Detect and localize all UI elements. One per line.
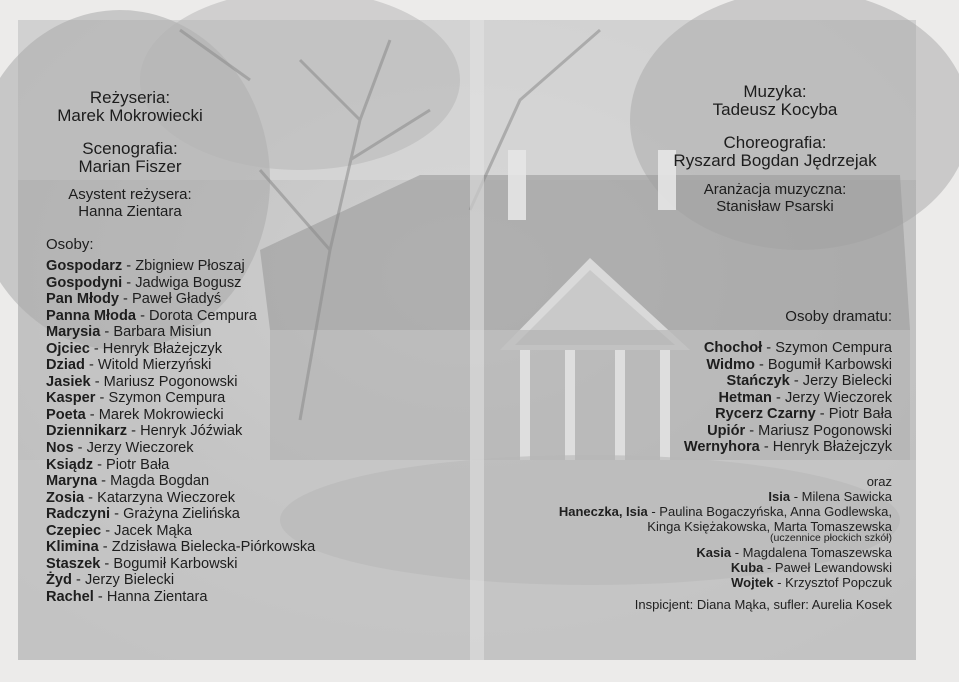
cast-row — [684, 423, 892, 440]
role-name: Pan Młody — [46, 291, 119, 308]
cast-row — [46, 291, 315, 308]
separator: - — [90, 373, 104, 390]
actor-name: Szymon Cempura — [108, 390, 226, 407]
role-name: Rycerz Czarny — [715, 406, 816, 423]
separator: - — [95, 390, 109, 407]
role-name: Dziad — [46, 357, 85, 374]
role-name: Maryna — [46, 473, 98, 490]
actor-name: Bogumił Karbowski — [767, 356, 892, 373]
role-name: Gospodarz — [46, 258, 123, 274]
cast-list — [46, 258, 315, 605]
separator: - — [771, 389, 785, 406]
actor-name: Magdalena Tomaszewska — [742, 545, 892, 560]
cast-row — [46, 589, 315, 606]
separator: - — [136, 307, 149, 324]
actor-name: Jerzy Wieczorek — [784, 389, 892, 406]
actor-name: Grażyna Zielińska — [123, 506, 240, 523]
separator: - — [745, 422, 759, 439]
extra-cast-haneczka-continued: Kinga Księżakowska, Marta Tomaszewska — [647, 519, 892, 534]
separator: - — [84, 357, 98, 374]
separator: - — [84, 489, 98, 506]
separator: - — [71, 572, 85, 589]
actor-name: Piotr Bała — [106, 456, 170, 473]
separator: - — [85, 406, 99, 423]
cast-row — [46, 423, 315, 440]
actor-name: Jerzy Wieczorek — [86, 440, 194, 457]
actor-name: Zdzisława Bielecka-Piórkowska — [111, 539, 316, 556]
actor-name: Witold Mierzyński — [97, 357, 212, 374]
set-designer-name: Marian Fiszer — [78, 157, 182, 176]
arranger-name: Stanisław Psarski — [716, 198, 834, 215]
cast-row — [46, 275, 315, 292]
separator: - — [122, 258, 136, 274]
separator: - — [89, 340, 103, 357]
actor-name: Bogumił Karbowski — [113, 555, 238, 572]
actor-name: Barbara Misiun — [113, 324, 212, 341]
actor-name: Henryk Błażejczyk — [102, 340, 223, 357]
separator: - — [100, 324, 114, 341]
actor-name: Piotr Bała — [828, 406, 892, 423]
cast-row — [684, 357, 892, 374]
crew-line: Inspicjent: Diana Mąka, sufler: Aurelia Kosek — [634, 597, 892, 612]
role-name: Poeta — [46, 406, 86, 423]
role-name: Haneczka, Isia — [558, 504, 648, 519]
separator: - — [93, 588, 107, 605]
role-name: Dziennikarz — [46, 423, 128, 440]
actor-name: Paweł Lewandowski — [774, 560, 892, 575]
director-name: Marek Mokrowiecki — [57, 106, 203, 125]
choreography-label: Choreografia: — [723, 133, 827, 152]
extra-cast-kuba: Kuba - Paweł Lewandowski — [730, 560, 892, 575]
role-name: Marysia — [46, 324, 101, 341]
role-name: Czepiec — [46, 522, 102, 539]
separator: - — [789, 373, 803, 390]
choreographer-name: Ryszard Bogdan Jędrzejak — [673, 151, 877, 170]
separator: - — [762, 340, 776, 356]
role-name: Staszek — [46, 555, 101, 572]
actor-name: Jerzy Bielecki — [84, 572, 175, 589]
actor-name: Krzysztof Popczuk — [785, 575, 892, 590]
separator: - — [93, 456, 107, 473]
school-note: (uczennice płockich szkół) — [770, 532, 892, 544]
actor-name: Milena Sawicka — [801, 489, 892, 504]
cast-row — [684, 406, 892, 423]
role-name: Jasiek — [46, 373, 91, 390]
separator: - — [101, 522, 115, 539]
role-name: Widmo — [706, 356, 755, 373]
actor-name: Jadwiga Bogusz — [135, 274, 242, 291]
extra-cast-isia: Isia - Milena Sawicka — [768, 489, 892, 504]
cast-row — [684, 439, 892, 456]
cast-row — [46, 572, 315, 589]
actor-name: Hanna Zientara — [106, 588, 208, 605]
separator: - — [97, 473, 111, 490]
cast-row — [46, 523, 315, 540]
role-name: Wernyhora — [683, 439, 760, 456]
separator: - — [73, 440, 87, 457]
actor-name: Henryk Jóźwiak — [140, 423, 243, 440]
role-name: Gospodyni — [46, 274, 123, 291]
role-name: Rachel — [46, 588, 94, 605]
cast-row — [684, 373, 892, 390]
cast-row — [46, 341, 315, 358]
extra-cast-wojtek: Wojtek - Krzysztof Popczuk — [731, 575, 892, 590]
separator: - — [118, 291, 132, 308]
cast-row — [46, 258, 315, 275]
separator: - — [110, 506, 124, 523]
cast-row — [46, 506, 315, 523]
separator: - — [759, 439, 773, 456]
separator: - — [754, 356, 768, 373]
role-name: Wojtek — [731, 575, 774, 590]
set-design-label: Scenografia: — [82, 139, 178, 158]
cast-row — [46, 440, 315, 457]
cast-heading: Osoby: — [46, 236, 94, 253]
actor-name: Dorota Cempura — [149, 307, 257, 324]
cast-row — [46, 308, 315, 325]
actor-name: Szymon Cempura — [775, 340, 892, 356]
role-name: Ojciec — [46, 340, 90, 357]
assistant-director-label: Asystent reżysera: — [68, 186, 192, 203]
extra-cast-haneczka: Haneczka, Isia - Paulina Bogaczyńska, Anna Godlewska, — [558, 504, 892, 519]
actor-name: Katarzyna Wieczorek — [97, 489, 235, 506]
role-name: Klimina — [46, 539, 99, 556]
role-name: Kasper — [46, 390, 96, 407]
actor-name: Paweł Gładyś — [131, 291, 222, 308]
actor-name: Henryk Błażejczyk — [772, 439, 892, 456]
separator: - — [100, 555, 114, 572]
actor-name: Marek Mokrowiecki — [98, 406, 224, 423]
role-name: Radczyni — [46, 506, 111, 523]
direction-label: Reżyseria: — [89, 88, 171, 107]
role-name: Kuba — [730, 560, 764, 575]
role-name: Ksiądz — [46, 456, 94, 473]
role-name: Chochoł — [703, 340, 763, 356]
music-label: Muzyka: — [743, 82, 807, 101]
drama-cast-list — [684, 340, 892, 456]
actor-name: Mariusz Pogonowski — [758, 422, 892, 439]
actor-name: Jacek Mąka — [114, 522, 193, 539]
role-name: Żyd — [46, 572, 72, 589]
separator: - — [98, 539, 112, 556]
cast-row — [684, 390, 892, 407]
role-name: Isia — [768, 489, 791, 504]
drama-cast-heading: Osoby dramatu: — [785, 308, 892, 325]
cast-row — [46, 490, 315, 507]
actor-name: Jerzy Bielecki — [802, 373, 892, 390]
role-name: Stańczyk — [726, 373, 790, 390]
and-label: oraz — [866, 474, 892, 489]
cast-row — [46, 374, 315, 391]
role-name: Upiór — [707, 422, 746, 439]
arrangement-label: Aranżacja muzyczna: — [703, 181, 847, 198]
actor-name: Paulina Bogaczyńska, Anna Godlewska, — [659, 504, 892, 519]
role-name: Nos — [46, 440, 74, 457]
role-name: Panna Młoda — [46, 307, 137, 324]
actor-name: Mariusz Pogonowski — [103, 373, 238, 390]
cast-row — [46, 357, 315, 374]
role-name: Zosia — [46, 489, 85, 506]
cast-row — [46, 473, 315, 490]
extra-cast-kasia: Kasia - Magdalena Tomaszewska — [696, 545, 892, 560]
separator: - — [122, 274, 136, 291]
separator: - — [815, 406, 829, 423]
role-name: Kasia — [696, 545, 732, 560]
cast-row — [46, 390, 315, 407]
separator: - — [127, 423, 141, 440]
actor-name: Zbigniew Płoszaj — [135, 258, 245, 274]
cast-row — [46, 407, 315, 424]
actor-name: Magda Bogdan — [110, 473, 210, 490]
composer-name: Tadeusz Kocyba — [712, 100, 838, 119]
cast-row — [46, 324, 315, 341]
role-name: Hetman — [718, 389, 772, 406]
cast-row — [46, 556, 315, 573]
cast-row — [46, 539, 315, 556]
cast-row — [46, 457, 315, 474]
cast-row — [684, 340, 892, 357]
assistant-director-name: Hanna Zientara — [78, 203, 182, 220]
